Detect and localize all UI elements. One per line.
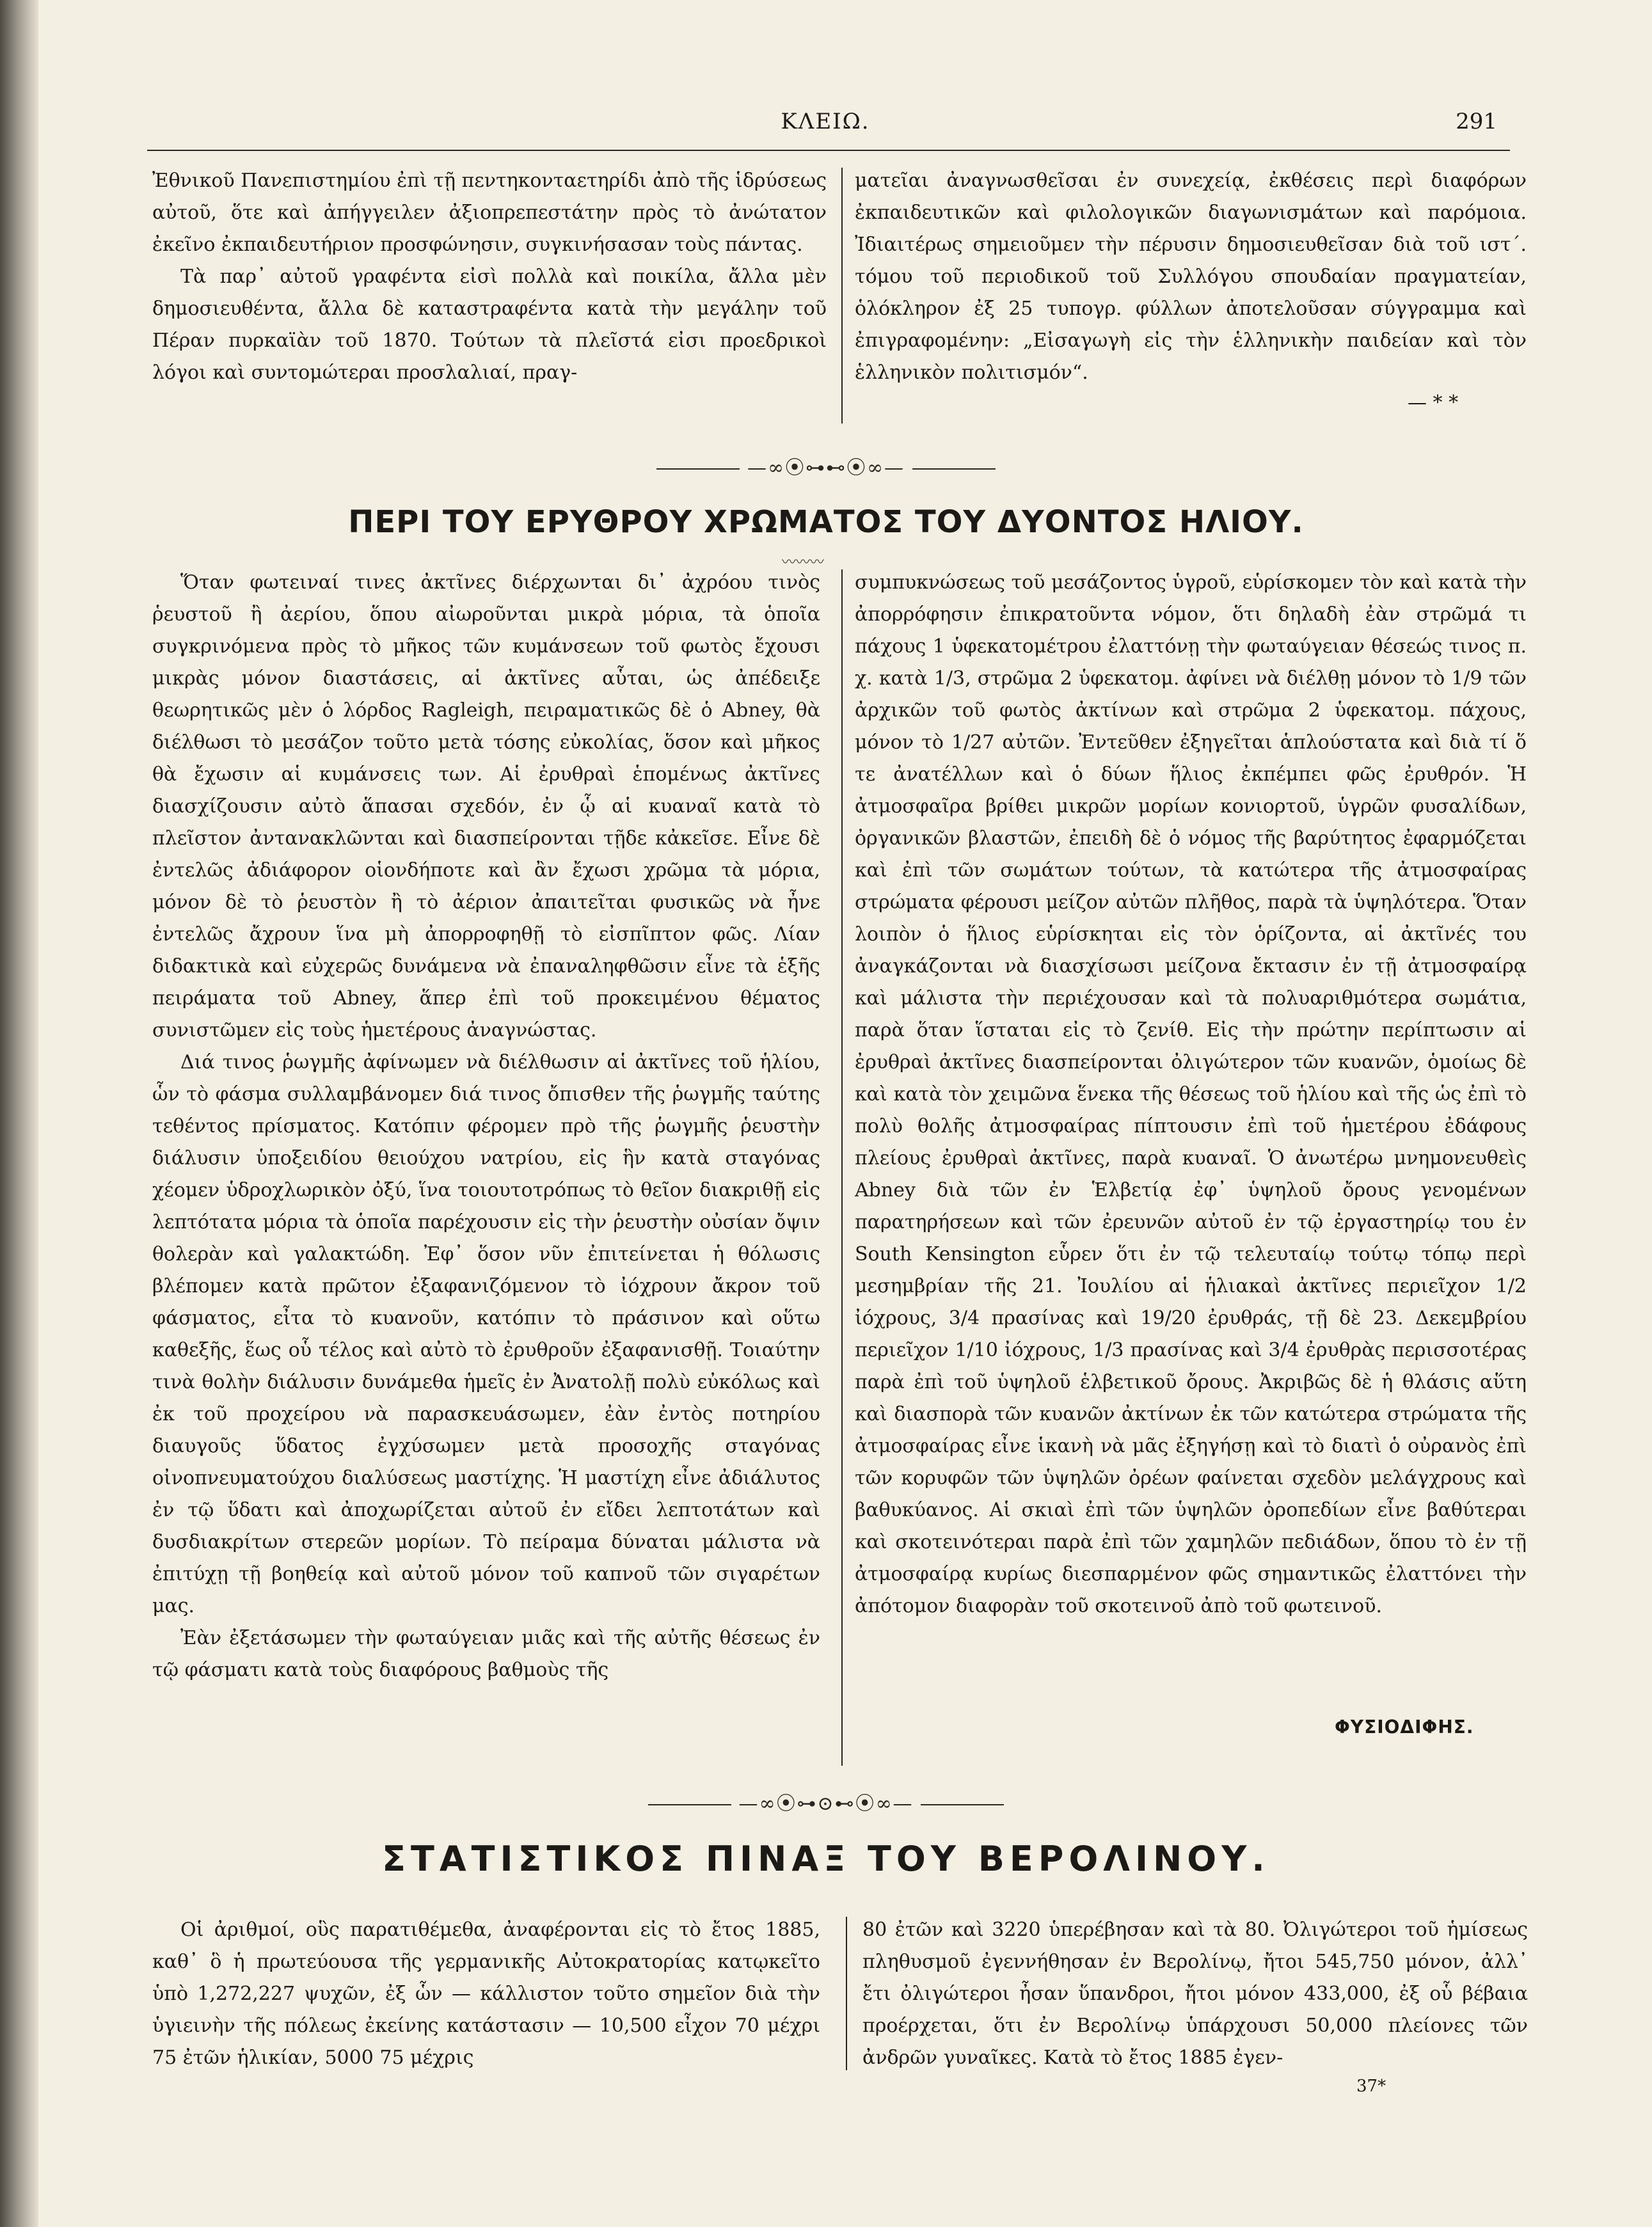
column-rule (841, 569, 843, 1766)
ornament-divider (0, 452, 1652, 480)
journal-title: ΚΛΕΙΩ. (781, 109, 870, 134)
column-rule (841, 168, 843, 424)
article-title: ΠΕΡΙ ΤΟΥ ΕΡΥΘΡΟΥ ΧΡΩΜΑΤΟΣ ΤΟΥ ΔΥΟΝΤΟΣ ΗΛΙΟΥ. (348, 504, 1304, 540)
paragraph: Ἐὰν ἐξετάσωμεν τὴν φωταύγειαν μιᾶς καὶ τῆς αὐτῆς θέσεως ἐν τῷ φάσματι κατὰ τοὺς διαφόρους βαθμοὺς τῆς (152, 1627, 820, 1681)
header-rule (147, 150, 1510, 151)
article-title: ΣΤΑΤΙΣΤΙΚΟΣ ΠΙΝΑΞ ΤΟΥ ΒΕΡΟΛΙΝΟΥ. (382, 1839, 1270, 1879)
paragraph: Ἐθνικοῦ Πανεπιστημίου ἐπὶ τῇ πεντηκονταετηρίδι ἀπὸ τῆς ἱδρύσεως αὐτοῦ, ὅτε καὶ ἀπήγγειλεν ἀξιοπρεπεστάτην πρὸς τὸ ἀνώτατον ἐκεῖνο ἐκπαιδευτήριον προσφώνησιν, συγκινήσασαν τοὺς πάντας. (152, 170, 827, 256)
column-rule (846, 1917, 847, 2070)
paragraph: Τὰ παρ᾽ αὐτοῦ γραφέντα εἰσὶ πολλὰ καὶ ποικίλα, ἄλλα μὲν δημοσιευθέντα, ἄλλα δὲ καταστραφέντα κατὰ τὴν μεγάλην τοῦ Πέραν πυρκαϊὰν τοῦ 1870. Τούτων τὰ πλεῖστά εἰσι προεδρικοὶ λόγοι καὶ συντομώτεραι προσλαλιαί, πραγ- (152, 265, 827, 384)
ornament-glyphs: —∞⦿⊶⊷⦿∞— (747, 457, 905, 479)
paragraph: Διά τινος ῥωγμῆς ἀφίνωμεν νὰ διέλθωσιν αἱ ἀκτῖνες τοῦ ἡλίου, ὧν τὸ φάσμα συλλαμβάνομεν διά τινος ὄπισθεν τῆς ῥωγμῆς ταύτης τεθέντος πρίσματος. Κατόπιν φέρομεν πρὸ τῆς ῥωγμῆς ῥευστὴν διάλυσιν ὑποξειδίου θειούχου νατρίου, εἰς ἣν κατὰ σταγόνας χέομεν ὑδροχλωρικὸν ὀξύ, ἵνα τοιουτοτρόπως τὸ θεῖον διακριθῇ εἰς λεπτότατα μόρια τὰ ὁποῖα παρέχουσιν εἰς τὴν ῥευστὴν οὐσίαν ὄψιν θολερὰν καὶ γαλακτώδη. Ἐφ᾽ ὅσον νῦν ἐπιτείνεται ἡ θόλωσις βλέπομεν κατὰ πρῶτον ἐξαφανιζόμενον τὸ ἰόχρουν ἄκρον τοῦ φάσματος, εἶτα τὸ κυανοῦν, κατόπιν τὸ πράσινον καὶ οὕτω καθεξῆς, ἕως οὗ τέλος καὶ αὐτὸ τὸ ἐρυθροῦν ἐξαφανισθῇ. Τοιαύτην τινὰ θολὴν διάλυσιν δυνάμεθα ἡμεῖς ἐν Ἀνατολῇ πολὺ εὐκόλως καὶ ἐκ τοῦ προχείρου νὰ παρασκευάσωμεν, ἐὰν ἐντὸς ποτηρίου διαυγοῦς ὕδατος ἐγχύσωμεν μετὰ προσοχῆς σταγόνας οἰνοπνευματούχου διαλύσεως μαστίχης. Ἡ μαστίχη εἶνε ἀδιάλυτος ἐν τῷ ὕδατι καὶ ἀποχωρίζεται αὐτοῦ ἐν εἴδει λεπτοτάτων καὶ δυσδιακρίτων στερεῶν μορίων. Τὸ πείραμα δύναται μάλιστα νὰ ἐπιτύχῃ τῇ βοηθείᾳ καὶ αὐτοῦ μόνον τοῦ καπνοῦ τῶν σιγαρέτων μας. (152, 1051, 820, 1617)
article-2-right-column (862, 1914, 1528, 2074)
article-1-left-column (152, 567, 820, 1686)
ornament-glyphs: —∞⦿⊶⊙⊷⦿∞— (738, 1793, 914, 1815)
author-signature: ΦΥΣΙΟΔΙΦΗΣ. (1335, 1716, 1474, 1738)
paragraph: συμπυκνώσεως τοῦ μεσάζοντος ὑγροῦ, εὑρίσκομεν τὸν καὶ κατὰ τὴν ἀπορρόφησιν ἐπικρατοῦντα νόμον, ὅτι δηλαδὴ ἐὰν στρῶμά τι πάχους 1 ὑφεκατομέτρου ἐλαττόνῃ τὴν φωταύγειαν θέσεώς τινος π. χ. κατὰ 1/3, στρῶμα 2 ὑφεκατομ. ἀφίνει νὰ διέλθῃ μόνον τὸ 1/9 τῶν ἀρχικῶν τοῦ φωτὸς ἀκτίνων καὶ στρῶμα 2 ὑφεκατομ. πάχους, μόνον τὸ 1/27 αὐτῶν. Ἐντεῦθεν ἐξηγεῖται ἁπλούστατα καὶ διὰ τί ὅ τε ἀνατέλλων καὶ ὁ δύων ἥλιος ἐκπέμπει φῶς ἐρυθρόν. Ἡ ἀτμοσφαῖρα βρίθει μικρῶν μορίων κονιορτοῦ, ὑγρῶν φυσαλίδων, ὀργανικῶν βλαστῶν, ἐπειδὴ δὲ ὁ νόμος τῆς βαρύτητος ἐφαρμόζεται καὶ ἐπὶ τῶν σωμάτων τούτων, τὰ κατώτερα τῆς ἀτμοσφαίρας στρώματα φέρουσι μείζον αὐτῶν πλῆθος, παρὰ τὰ ὑψηλότερα. Ὅταν λοιπὸν ὁ ἥλιος εὑρίσκηται εἰς τὸν ὁρίζοντα, αἱ ἀκτῖνές του ἀναγκάζονται νὰ διασχίσωσι μείζονα ἔκτασιν ἐν τῇ ἀτμοσφαίρᾳ καὶ μάλιστα τὴν περιέχουσαν καὶ τὰ πολυαριθμότερα σωμάτια, παρὰ ὅταν ἵσταται εἰς τὸ ζενίθ. Εἰς τὴν πρώτην περίπτωσιν αἱ ἐρυθραὶ ἀκτῖνες διασπείρονται ὀλιγώτερον τῶν κυανῶν, ὁμοίως δὲ καὶ κατὰ τὸν χειμῶνα ἕνεκα τῆς θέσεως τοῦ ἡλίου καὶ τῆς ὡς ἐπὶ τὸ πολὺ θολῆς ἀτμοσφαίρας πίπτουσιν ἐπὶ τοῦ ἡμετέρου ἐδάφους πλείους ἐρυθραὶ ἀκτῖνες, παρὰ κυαναῖ. Ὁ ἀνωτέρω μνημονευθεὶς Abney διὰ τῶν ἐν Ἑλβετίᾳ ἐφ᾽ ὑψηλοῦ ὄρους γενομένων παρατηρήσεων καὶ τῶν ἐρευνῶν αὐτοῦ ἐν τῷ ἐργαστηρίῳ του ἐν South Kensington εὗρεν ὅτι ἐν τῷ τελευταίῳ τούτῳ τόπῳ περὶ μεσημβρίαν τῆς 21. Ἰουλίου αἱ ἡλιακαὶ ἀκτῖνες περιεῖχον 1/2 ἰόχρους, 3/4 πρασίνας καὶ 19/20 ἐρυθράς, τῇ δὲ 23. Δεκεμβρίου περιεῖχον 1/10 ἰόχρους, 1/3 πρασίνας καὶ 3/4 ἐρυθρὰς περισσοτέρας παρὰ ἐπὶ τοῦ ὑψηλοῦ ἑλβετικοῦ ὄρους. Ἀκριβῶς δὲ ἡ θλάσις αὕτη καὶ διασπορὰ τῶν κυανῶν ἀκτίνων ἐκ τῶν κατώτερα στρώματα τῆς ἀτμοσφαίρας εἶνε ἱκανὴ νὰ μᾶς ἐξηγήσῃ καὶ τὸ διατὶ ὁ οὐρανὸς ἐπὶ τῶν κορυφῶν τῶν ὑψηλῶν ὀρέων φαίνεται σχεδὸν μελάγχρους καὶ βαθυκύανος. Αἱ σκιαὶ ἐπὶ τῶν ὑψηλῶν ὀροπεδίων εἶνε βαθύτεραι καὶ σκοτεινότεραι παρὰ ἐπὶ τῶν χαμηλῶν πεδιάδων, ὅπου τὸ ἐν τῇ ἀτμοσφαίρᾳ κυρίως διεσπαρμένον φῶς σημαντικῶς ἐλαττόνει τὴν ἀπότομον διαφορὰν τοῦ σκοτεινοῦ ἀπὸ τοῦ φωτεινοῦ. (855, 571, 1527, 1617)
running-head (154, 109, 1497, 134)
article-1-right-column (855, 567, 1527, 1622)
article-2-left-column (152, 1914, 820, 2074)
paragraph: ματεῖαι ἀναγνωσθεῖσαι ἐν συνεχείᾳ, ἐκθέσεις περὶ διαφόρων ἐκπαιδευτικῶν καὶ φιλολογικῶν διαγωνισμάτων καὶ παρόμοια. Ἰδιαιτέρως σημειοῦμεν τὴν πέρυσιν δημοσιευθεῖσαν διὰ τοῦ ιστ΄. τόμου τοῦ περιοδικοῦ τοῦ Συλλόγου σπουδαίαν πραγματείαν, ὁλόκληρον ἐξ 25 τυπογρ. φύλλων ἀποτελοῦσαν σύγγραμμα καὶ ἐπιγραφομένην: „Εἰσαγωγὴ εἰς τὴν ἑλληνικὴν παιδείαν καὶ τὸν ἑλληνικὸν πολιτισμόν“. (855, 170, 1527, 384)
paragraph: 80 ἐτῶν καὶ 3220 ὑπερέβησαν καὶ τὰ 80. Ὀλιγώτεροι τοῦ ἡμίσεως πληθυσμοῦ ἐγεννήθησαν ἐν Βερολίνῳ, ἤτοι 545,750 μόνον, ἀλλ᾽ ἔτι ὀλιγώτεροι ἦσαν ὕπανδροι, ἤτοι μόνον 433,000, ἐξ οὗ βέβαια προέρχεται, ὅτι ἐν Βερολίνῳ ὑπάρχουσι 50,000 πλείονες τῶν ἀνδρῶν γυναῖκες. Κατὰ τὸ ἔτος 1885 ἐγεν- (862, 1919, 1528, 2069)
top-right-column (855, 165, 1527, 389)
signature-mark: 37* (1356, 2077, 1386, 2096)
ornament-divider (0, 1787, 1652, 1816)
title-squiggle: 〰〰〰 (782, 555, 825, 571)
paragraph: Ὅταν φωτειναί τινες ἀκτῖνες διέρχωνται δι᾽ ἀχρόου τινὸς ῥευστοῦ ἢ ἀερίου, ὅπου αἰωροῦνται μικρὰ μόρια, τὰ ὁποῖα συγκρινόμενα πρὸς τὸ μῆκος τῶν κυμάνσεων τοῦ φωτὸς ἔχουσι μικρὰς μόνον διαστάσεις, αἱ ἀκτῖνες αὗται, ὡς ἀπέδειξε θεωρητικῶς μὲν ὁ λόρδος Ragleigh, πειραματικῶς δὲ ὁ Abney, θὰ διέλθωσι τὸ μεσάζον τοῦτο μετὰ τόσης εὐκολίας, ὅσον καὶ μῆκος θὰ ἔχωσιν αἱ κυμάνσεις των. Αἱ ἐρυθραὶ ἑπομένως ἀκτῖνες διασχίζουσιν αὐτὸ ἅπασαι σχεδόν, ἐν ᾧ αἱ κυαναῖ κατὰ τὸ πλεῖστον ἀντανακλῶνται καὶ διασπείρονται τῇδε κἀκεῖσε. Εἶνε δὲ ἐντελῶς ἀδιάφορον οἱονδήποτε καὶ ἂν ἔχωσι χρῶμα τὰ μόρια, μόνον δὲ τὸ ῥευστὸν ἢ τὸ ἀέριον ἀπαιτεῖται φυσικῶς νὰ ἦνε ἐντελῶς ἄχρουν ἵνα μὴ ἀπορροφηθῇ τὸ εἰσπῖπτον φῶς. Λίαν διδακτικὰ καὶ εὐχερῶς δυνάμενα νὰ ἐπαναληφθῶσιν εἶνε τὰ ἑξῆς πειράματα τοῦ Abney, ἅπερ ἐπὶ τοῦ προκειμένου θέματος συνιστῶμεν εἰς τοὺς ἡμετέρους ἀναγνώστας. (152, 571, 820, 1042)
book-gutter-shadow (0, 0, 38, 2227)
author-stars: — * * (1408, 392, 1459, 414)
paragraph: Οἱ ἀριθμοί, οὓς παρατιθέμεθα, ἀναφέρονται εἰς τὸ ἔτος 1885, καθ᾽ ὃ ἡ πρωτεύουσα τῆς γερμανικῆς Αὐτοκρατορίας κατῳκεῖτο ὑπὸ 1,272,227 ψυχῶν, ἐξ ὧν — κάλλιστον τοῦτο σημεῖον διὰ τὴν ὑγιεινὴν τῆς πόλεως ἐκείνης κατάστασιν — 10,500 εἶχον 70 μέχρι 75 ἐτῶν ἡλικίαν, 5000 75 μέχρις (152, 1919, 820, 2069)
page-number: 291 (1456, 109, 1497, 134)
top-left-column (152, 165, 827, 389)
